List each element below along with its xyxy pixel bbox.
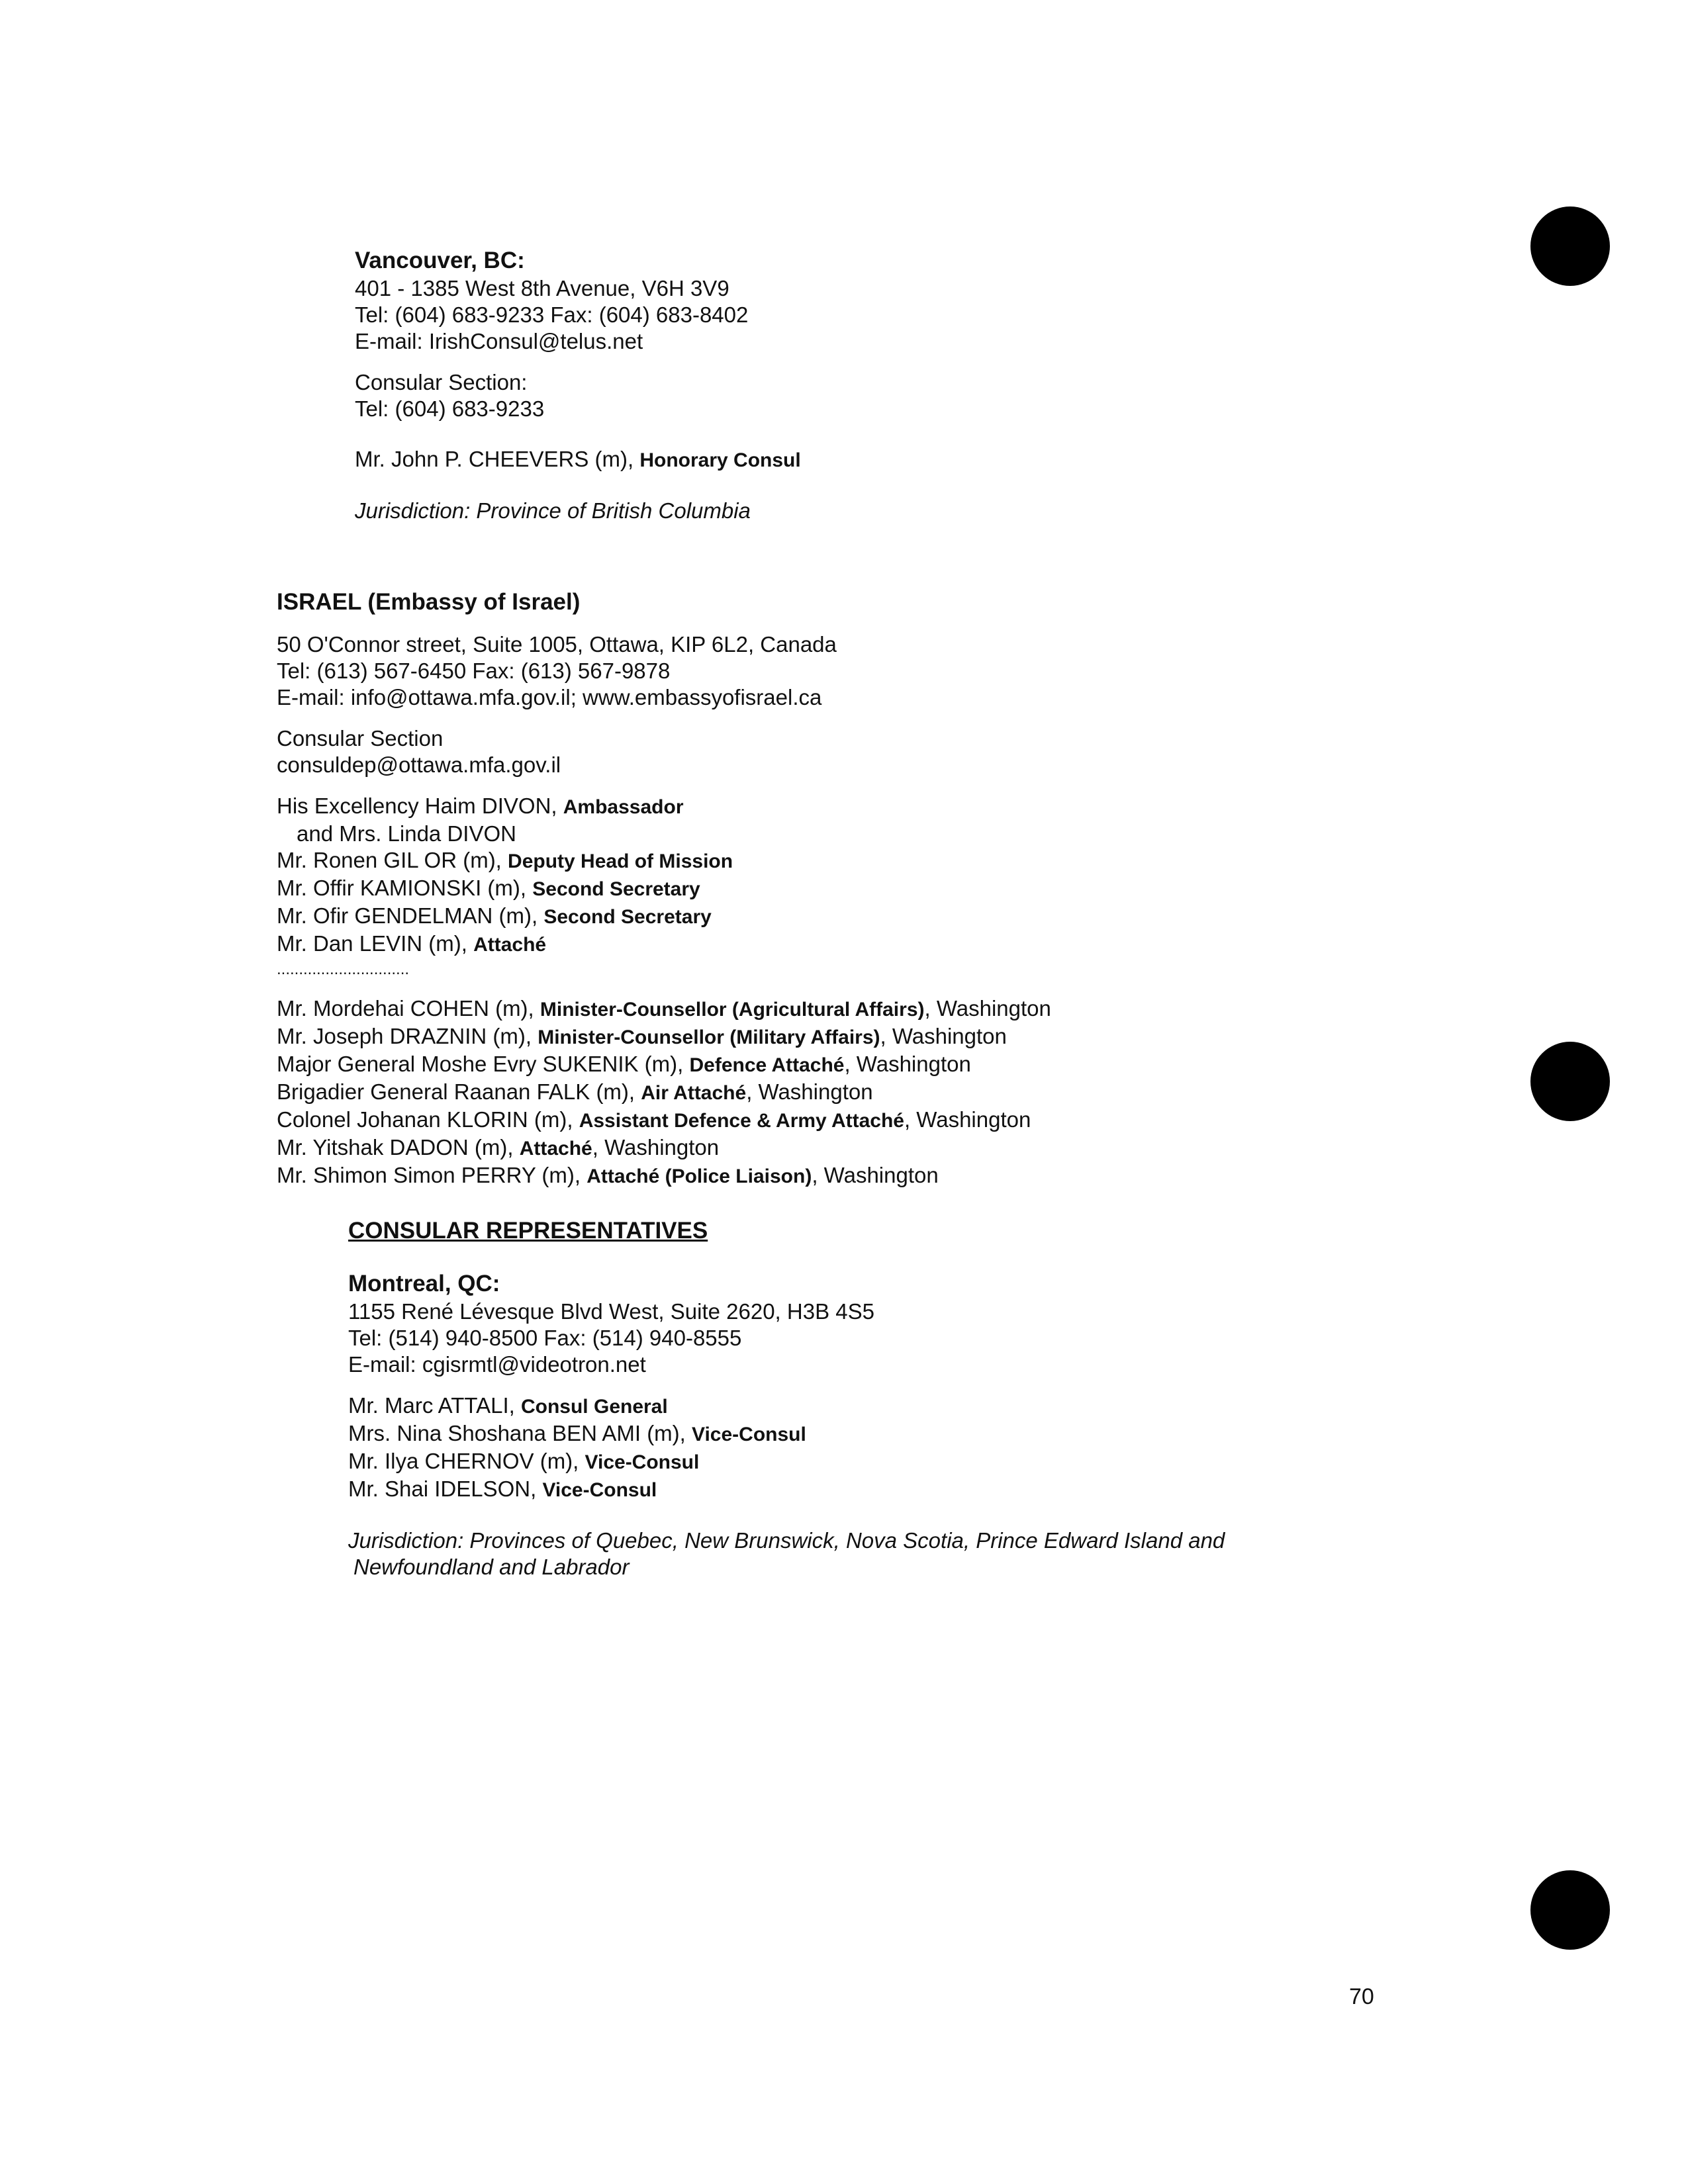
staff-name: and Mrs. Linda DIVON bbox=[297, 821, 516, 846]
israel-staff-list bbox=[277, 793, 1051, 958]
page-number: 70 bbox=[1349, 1984, 1374, 2009]
vancouver-jurisdiction: Jurisdiction: Province of British Columbia bbox=[355, 498, 751, 523]
montreal-tel-fax: Tel: (514) 940-8500 Fax: (514) 940-8555 bbox=[348, 1326, 742, 1350]
montreal-staff-line: Mrs. Nina Shoshana BEN AMI (m), Vice-Consul bbox=[348, 1421, 806, 1445]
person-name: Mr. John P. CHEEVERS (m), bbox=[355, 447, 634, 471]
punch-hole-top bbox=[1530, 206, 1610, 286]
staff-line bbox=[277, 903, 1051, 931]
staff-line bbox=[277, 847, 1051, 875]
vancouver-consular-tel: Tel: (604) 683-9233 bbox=[355, 396, 545, 421]
montreal-staff-line: Mr. Ilya CHERNOV (m), Vice-Consul bbox=[348, 1449, 700, 1473]
vancouver-person bbox=[355, 446, 801, 474]
vancouver-consular-label: Consular Section: bbox=[355, 370, 528, 394]
washington-staff-list bbox=[277, 995, 1051, 1190]
vancouver-email: E-mail: IrishConsul@telus.net bbox=[355, 329, 643, 353]
washington-staff-line: Brigadier General Raanan FALK (m), Air Attaché, Washington bbox=[277, 1079, 873, 1104]
israel-address: 50 O'Connor street, Suite 1005, Ottawa, KIP 6L2, Canada bbox=[277, 632, 837, 657]
staff-line bbox=[277, 875, 1051, 903]
staff-title: Attaché bbox=[473, 934, 547, 956]
washington-staff-line: Mr. Mordehai COHEN (m), Minister-Counsellor (Agricultural Affairs), Washington bbox=[277, 996, 1051, 1021]
staff-line bbox=[277, 793, 1051, 821]
montreal-jurisdiction-line1: Jurisdiction: Provinces of Quebec, New Brunswick, Nova Scotia, Prince Edward Island and bbox=[348, 1528, 1225, 1553]
dotted-separator: .............................. bbox=[277, 960, 410, 978]
staff-name: Mr. Ofir GENDELMAN (m), bbox=[277, 903, 538, 928]
montreal-heading: Montreal, QC: bbox=[348, 1271, 500, 1297]
staff-name: Mr. Offir KAMIONSKI (m), bbox=[277, 876, 527, 900]
washington-staff-line: Colonel Johanan KLORIN (m), Assistant Defence & Army Attaché, Washington bbox=[277, 1107, 1031, 1132]
washington-staff-line: Mr. Joseph DRAZNIN (m), Minister-Counsellor (Military Affairs), Washington bbox=[277, 1024, 1007, 1048]
israel-consular-email: consuldep@ottawa.mfa.gov.il bbox=[277, 752, 561, 777]
israel-tel-fax: Tel: (613) 567-6450 Fax: (613) 567-9878 bbox=[277, 659, 671, 683]
israel-consular-label: Consular Section bbox=[277, 726, 444, 751]
staff-name: Mr. Ronen GIL OR (m), bbox=[277, 848, 502, 872]
montreal-staff-line: Mr. Marc ATTALI, Consul General bbox=[348, 1393, 668, 1418]
staff-title: Second Secretary bbox=[543, 906, 712, 928]
punch-hole-middle bbox=[1530, 1042, 1610, 1121]
staff-line bbox=[277, 931, 1051, 958]
israel-email: E-mail: info@ottawa.mfa.gov.il; www.embassyofisrael.ca bbox=[277, 685, 822, 709]
washington-staff-line: Mr. Shimon Simon PERRY (m), Attaché (Police Liaison), Washington bbox=[277, 1163, 939, 1187]
staff-name: His Excellency Haim DIVON, bbox=[277, 794, 557, 818]
vancouver-section bbox=[355, 246, 801, 524]
consular-heading: CONSULAR REPRESENTATIVES bbox=[348, 1218, 708, 1244]
vancouver-address: 401 - 1385 West 8th Avenue, V6H 3V9 bbox=[355, 276, 729, 300]
vancouver-heading: Vancouver, BC: bbox=[355, 248, 525, 273]
staff-title: Second Secretary bbox=[532, 878, 700, 900]
montreal-staff-line: Mr. Shai IDELSON, Vice-Consul bbox=[348, 1477, 657, 1501]
punch-hole-bottom bbox=[1530, 1870, 1610, 1950]
staff-name: Mr. Dan LEVIN (m), bbox=[277, 931, 467, 956]
montreal-jurisdiction-line2: Newfoundland and Labrador bbox=[353, 1555, 630, 1579]
washington-staff-line: Major General Moshe Evry SUKENIK (m), Defence Attaché, Washington bbox=[277, 1052, 971, 1076]
staff-line bbox=[277, 821, 1051, 847]
montreal-email: E-mail: cgisrmtl@videotron.net bbox=[348, 1352, 646, 1377]
vancouver-tel-fax: Tel: (604) 683-9233 Fax: (604) 683-8402 bbox=[355, 302, 749, 327]
staff-title: Ambassador bbox=[563, 796, 684, 818]
staff-title: Deputy Head of Mission bbox=[508, 850, 733, 872]
washington-staff-line: Mr. Yitshak DADON (m), Attaché, Washington bbox=[277, 1135, 720, 1160]
person-title: Honorary Consul bbox=[639, 449, 801, 471]
israel-heading: ISRAEL (Embassy of Israel) bbox=[277, 589, 581, 615]
israel-section bbox=[277, 588, 1051, 1190]
consular-section bbox=[348, 1216, 1225, 1580]
montreal-staff-list bbox=[348, 1392, 1225, 1504]
montreal-address: 1155 René Lévesque Blvd West, Suite 2620, H3B 4S5 bbox=[348, 1299, 874, 1324]
